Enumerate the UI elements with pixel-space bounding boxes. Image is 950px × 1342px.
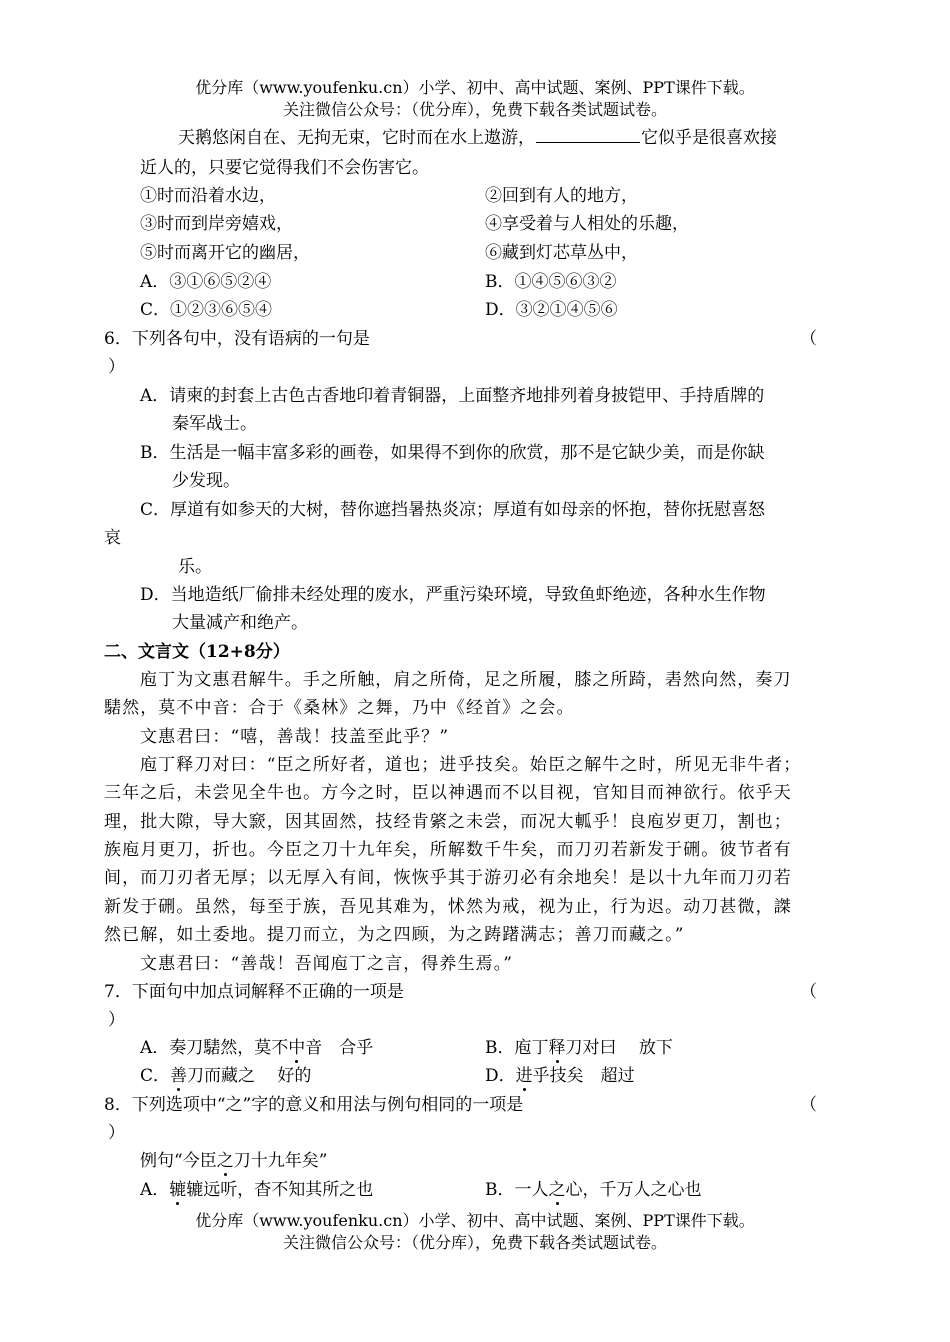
q8-option-b-text-2: 心，千万人之心也 bbox=[565, 1180, 702, 1200]
q7-option-a bbox=[140, 1036, 373, 1060]
q6-option-b-line-1: B．生活是一幅丰富多彩的画卷，如果得不到你的欣赏，那不是它缺少美，而是你缺 bbox=[140, 443, 765, 463]
q7-option-b-text-1: B．庖丁 bbox=[485, 1038, 549, 1058]
q8-option-a-dotted-word: 辘 bbox=[169, 1180, 187, 1200]
header-line-1: 优分库（www.youfenku.cn）小学、初中、高中试题、案例、PPT课件下载。 bbox=[195, 78, 755, 97]
q6-option-a-line-2: 秦军战士。 bbox=[172, 414, 257, 434]
passage-line-8: 间，而刀刃者无厚；以无厚入有间，恢恢乎其于游刃必有余地矣！是以十九年而刀刃若 bbox=[104, 868, 792, 888]
q8-option-a bbox=[140, 1178, 373, 1202]
q5-option-c: C．①②③⑥⑤④ bbox=[140, 300, 273, 320]
passage-line-3: 文惠君曰：“嘻，善哉！技盖至此乎？” bbox=[140, 727, 450, 747]
q8-paren-open: （ bbox=[800, 1095, 817, 1115]
q5-item-5: ⑤时而离开它的幽居， bbox=[140, 243, 310, 263]
section-2-title: 二、文言文（12+8分） bbox=[104, 642, 290, 662]
q7-option-a-text-2: 音 合乎 bbox=[305, 1038, 374, 1058]
q7-option-a-text-1: A．奏刀騞然，莫不 bbox=[140, 1038, 289, 1058]
q7-option-a-dotted-word: 中 bbox=[288, 1038, 306, 1058]
q7-option-c-text-1: C． bbox=[140, 1066, 171, 1086]
passage-line-1: 庖丁为文惠君解牛。手之所触，肩之所倚，足之所履，膝之所踦，砉然向然，奏刀 bbox=[140, 670, 792, 690]
q7-option-c-text-2: 刀而藏之 好的 bbox=[187, 1066, 312, 1086]
q8-example-dotted-word: 之 bbox=[216, 1151, 234, 1171]
q5-stem-line-2: 近人的，只要它觉得我们不会伤害它。 bbox=[140, 158, 429, 178]
q6-option-c-line-2: 哀 bbox=[104, 528, 121, 548]
q6-stem: 6．下列各句中，没有语病的一句是 bbox=[104, 329, 370, 349]
q8-stem: 8．下列选项中“之”字的意义和用法与例句相同的一项是 bbox=[104, 1095, 524, 1115]
passage-line-5: 三年之后，未尝见全牛也。方今之时，臣以神遇而不以目视，官知目而神欲行。依乎天 bbox=[104, 783, 792, 803]
q7-option-d-text-2: 乎技矣 超过 bbox=[532, 1066, 635, 1086]
header-line-2: 关注微信公众号：（优分库），免费下载各类试题试卷。 bbox=[282, 100, 667, 119]
q8-option-a-text-2: 辘远听，杳不知其所之也 bbox=[186, 1180, 374, 1200]
q6-paren-open: （ bbox=[800, 329, 817, 349]
q7-option-c-dotted-word: 善 bbox=[170, 1066, 188, 1086]
q6-option-a-line-1: A．请柬的封套上古色古香地印着青铜器，上面整齐地排列着身披铠甲、手持盾牌的 bbox=[140, 386, 765, 406]
q8-paren-close: ） bbox=[108, 1123, 125, 1143]
q6-option-b-line-2: 少发现。 bbox=[172, 471, 240, 491]
q7-paren-open: （ bbox=[800, 982, 817, 1002]
q8-example bbox=[140, 1149, 327, 1173]
q8-option-b bbox=[485, 1178, 702, 1202]
q5-item-4: ④享受着与人相处的乐趣， bbox=[485, 214, 689, 234]
q7-option-c bbox=[140, 1064, 311, 1088]
q8-option-a-text-1: A． bbox=[140, 1180, 170, 1200]
q8-option-b-dotted-word: 之 bbox=[548, 1180, 566, 1200]
q5-option-b: B．①④⑤⑥③② bbox=[485, 272, 617, 292]
q7-option-b-dotted-word: 释 bbox=[548, 1038, 566, 1058]
q6-option-c-line-1: C．厚道有如参天的大树，替你遮挡暑热炎凉；厚道有如母亲的怀抱，替你抚慰喜怒 bbox=[140, 500, 766, 520]
q5-option-a: A．③①⑥⑤②④ bbox=[140, 272, 272, 292]
q7-option-d-dotted-word: 进 bbox=[515, 1066, 533, 1086]
q7-stem: 7．下面句中加点词解释不正确的一项是 bbox=[104, 982, 404, 1002]
q8-option-b-text-1: B．一人 bbox=[485, 1180, 549, 1200]
q6-option-d-line-2: 大量减产和绝产。 bbox=[172, 613, 308, 633]
passage-line-11: 文惠君曰：“善哉！吾闻庖丁之言，得养生焉。” bbox=[140, 954, 514, 974]
passage-line-4: 庖丁释刀对曰：“臣之所好者，道也；进乎技矣。始臣之解牛之时，所见无非牛者； bbox=[140, 755, 802, 775]
footer-line-2: 关注微信公众号：（优分库），免费下载各类试题试卷。 bbox=[282, 1233, 667, 1252]
q5-option-d: D．③②①④⑤⑥ bbox=[485, 300, 618, 320]
q8-example-text-1: 例句“今臣 bbox=[140, 1151, 217, 1171]
q5-stem-part-1: 天鹅悠闲自在、无拘无束，它时而在水上遨游， bbox=[178, 128, 535, 148]
q8-example-text-2: 刀十九年矣” bbox=[233, 1151, 328, 1171]
q5-item-2: ②回到有人的地方， bbox=[485, 186, 638, 206]
footer-line-1: 优分库（www.youfenku.cn）小学、初中、高中试题、案例、PPT课件下载。 bbox=[195, 1211, 755, 1230]
q6-option-d-line-1: D．当地造纸厂偷排未经处理的废水，严重污染环境，导致鱼虾绝迹，各种水生作物 bbox=[140, 585, 766, 605]
q6-option-c-line-3: 乐。 bbox=[178, 557, 212, 577]
q7-option-d bbox=[485, 1064, 635, 1088]
q7-option-d-text-1: D． bbox=[485, 1066, 516, 1086]
q5-item-3: ③时而到岸旁嬉戏， bbox=[140, 214, 293, 234]
q7-paren-close: ） bbox=[108, 1010, 125, 1030]
passage-line-6: 理，批大隙，导大窾，因其固然，技经肯綮之未尝，而况大軱乎！良庖岁更刀，割也； bbox=[104, 812, 792, 832]
passage-line-7: 族庖月更刀，折也。今臣之刀十九年矣，所解数千牛矣，而刀刃若新发于硎。彼节者有 bbox=[104, 840, 792, 860]
q5-item-1: ①时而沿着水边， bbox=[140, 186, 276, 206]
passage-line-9: 新发于硎。虽然，每至于族，吾见其难为，怵然为戒，视为止，行为迟。动刀甚微，謋 bbox=[104, 897, 792, 917]
q7-option-b bbox=[485, 1036, 673, 1060]
q7-option-b-text-2: 刀对曰 放下 bbox=[565, 1038, 673, 1058]
q5-item-6: ⑥藏到灯芯草丛中， bbox=[485, 243, 638, 263]
q5-stem-part-2: 它似乎是很喜欢接 bbox=[641, 128, 777, 148]
q6-paren-close: ） bbox=[108, 357, 125, 377]
q5-answer-blank bbox=[536, 126, 640, 143]
passage-line-2: 騞然，莫不中音：合于《桑林》之舞，乃中《经首》之会。 bbox=[104, 698, 575, 718]
passage-line-10: 然已解，如土委地。提刀而立，为之四顾，为之踌躇满志；善刀而藏之。” bbox=[104, 925, 685, 945]
q5-stem-line-1 bbox=[178, 126, 777, 150]
